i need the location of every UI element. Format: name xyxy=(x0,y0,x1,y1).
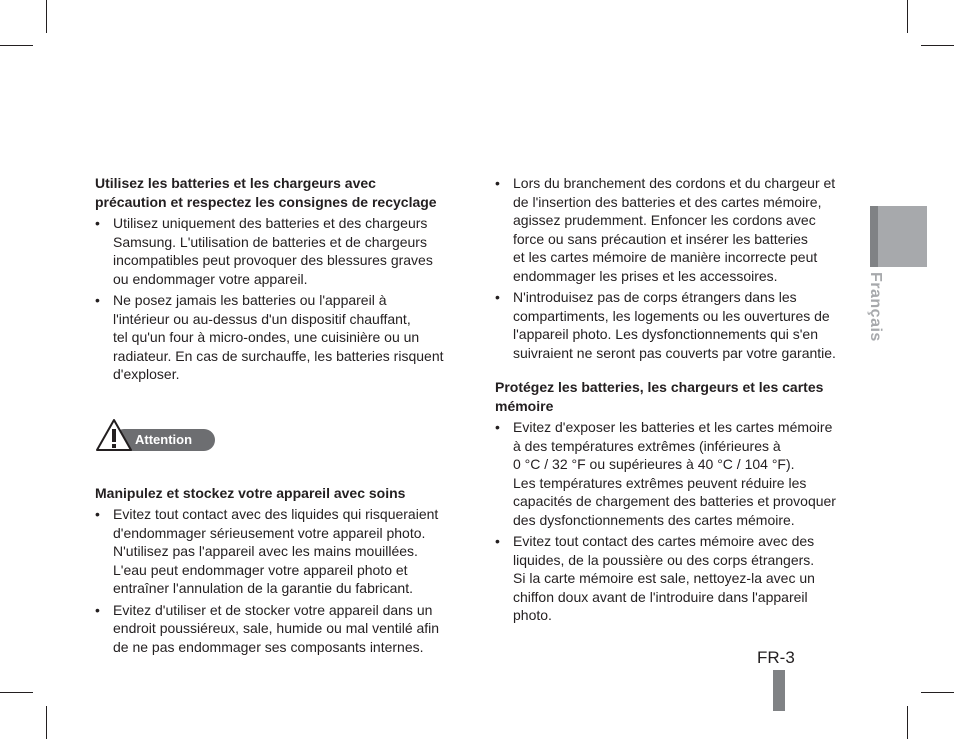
list-item: • Evitez d'utiliser et de stocker votre appareil dans un endroit poussiéreux, sale, humide ou mal ventilé afin de ne pas endommager ses composants internes. xyxy=(95,601,463,657)
crop-mark xyxy=(46,0,47,33)
crop-mark xyxy=(921,692,954,693)
attention-callout xyxy=(95,418,463,452)
crop-mark xyxy=(921,45,954,46)
bullet-list xyxy=(495,418,855,625)
section-heading-handling: Manipulez et stockez votre appareil avec soins xyxy=(95,484,406,501)
crop-mark xyxy=(0,692,33,693)
list-item: • Evitez tout contact avec des liquides qui risqueraient d'endommager sérieusement votre appareil photo. N'utilisez pas l'appareil avec les mains mouillées. L'eau peut endommager votre appareil photo et entraîner l'annulation de la garantie du fabricant. xyxy=(95,505,463,598)
crop-mark xyxy=(0,45,33,46)
section-heading-protection: Protégez les batteries, les chargeurs et les cartes mémoire xyxy=(495,379,824,414)
bullet-list xyxy=(495,174,855,362)
right-column xyxy=(495,174,855,628)
bullet-list xyxy=(95,214,463,384)
language-tab-label: Français xyxy=(867,272,884,342)
crop-mark xyxy=(907,0,908,33)
crop-mark xyxy=(907,706,908,739)
attention-label: Attention xyxy=(113,429,215,451)
list-item: • Utilisez uniquement des batteries et des chargeurs Samsung. L'utilisation de batteries et de chargeurs incompatibles peut provoquer des blessures graves ou endommager votre appareil. xyxy=(95,214,463,288)
list-item: • Lors du branchement des cordons et du chargeur et de l'insertion des batteries et des cartes mémoire, agissez prudemment. Enfoncer les cordons avec force ou sans précaution et insérer les batteries et les cartes mémoire de manière incorrecte peut endommager les prises et les accessoires. xyxy=(495,174,855,285)
section-heading-batteries: Utilisez les batteries et les chargeurs avec précaution et respectez les consignes de recyclage xyxy=(95,175,437,210)
crop-mark xyxy=(46,706,47,739)
list-item: • Ne posez jamais les batteries ou l'appareil à l'intérieur ou au-dessus d'un dispositif chauffant, tel qu'un four à micro-ondes, une cuisinière ou un radiateur. En cas de surchauffe, les batteries risquent d'exploser. xyxy=(95,291,463,384)
left-column xyxy=(95,174,463,659)
list-item: • Evitez tout contact des cartes mémoire avec des liquides, de la poussière ou des corps étrangers. Si la carte mémoire est sale, nettoyez-la avec un chiffon doux avant de l'introduire dans l'appareil photo. xyxy=(495,532,855,625)
page-number-bar xyxy=(773,670,785,711)
list-item: • Evitez d'exposer les batteries et les cartes mémoire à des températures extrêmes (inférieures à 0 °C / 32 °F ou supérieures à 40 °C / 104 °F). Les températures extrêmes peuvent réduire les capacités de chargement des batteries et provoquer des dysfonctionnements des cartes mémoire. xyxy=(495,418,855,529)
list-item: • N'introduisez pas de corps étrangers dans les compartiments, les logements ou les ouvertures de l'appareil photo. Les dysfonctionnements qui s'en suivraient ne seront pas couverts par votre garantie. xyxy=(495,288,855,362)
spacer xyxy=(495,365,855,378)
language-tab xyxy=(870,206,927,267)
page-number: FR-3 xyxy=(757,648,795,667)
bullet-list xyxy=(95,505,463,656)
language-tab-stripe xyxy=(870,206,878,267)
warning-triangle-icon xyxy=(95,418,133,452)
